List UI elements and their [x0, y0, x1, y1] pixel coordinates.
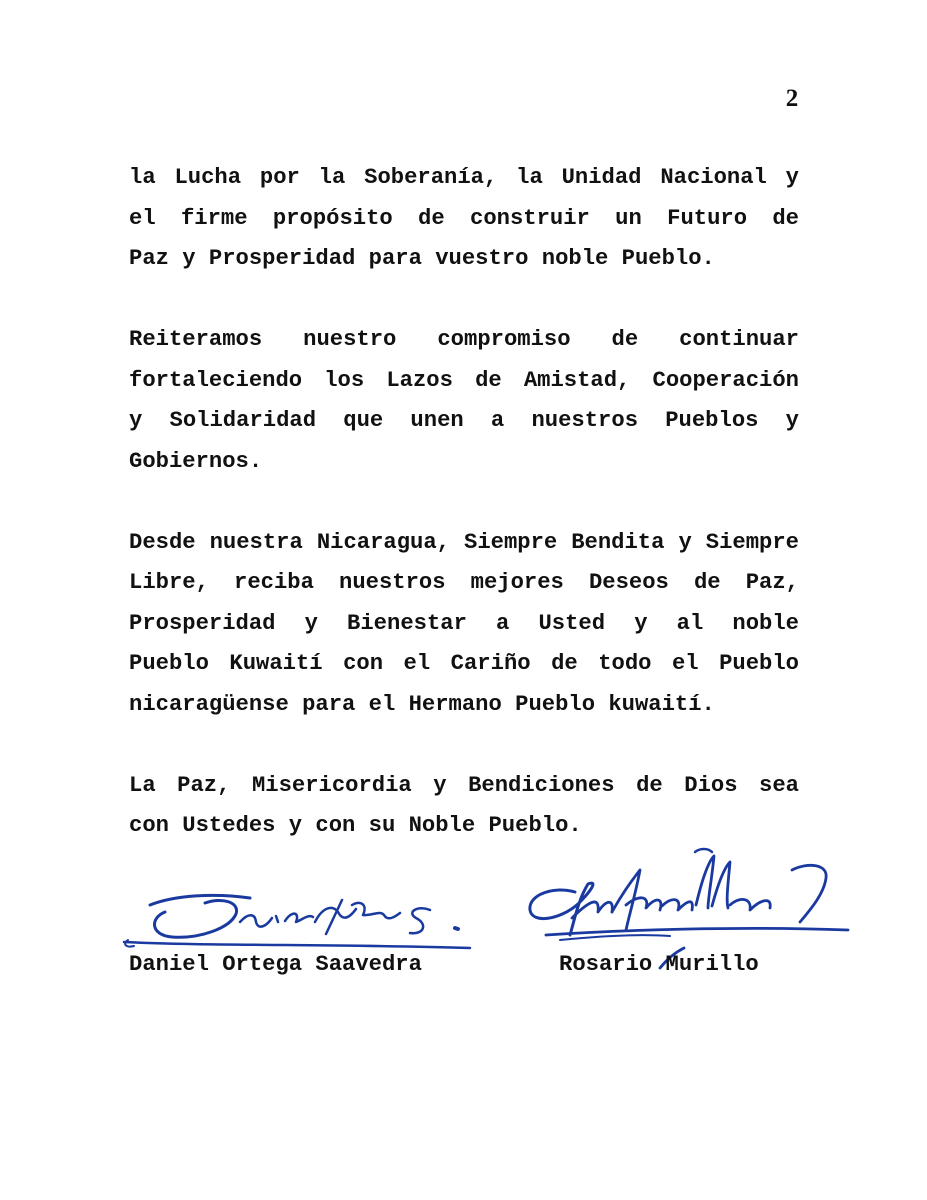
signature-daniel-ortega — [124, 895, 470, 948]
text-line: Reiteramos nuestro compromiso de continuar — [129, 327, 799, 352]
signer-name-rosario-murillo: Rosario Murillo — [559, 952, 759, 977]
text-line: nicaragüense para el Hermano Pueblo kuwaití. — [129, 691, 715, 717]
text-line: Paz y Prosperidad para vuestro noble Pueblo. — [129, 246, 715, 271]
text-line: el firme propósito de construir un Futuro de — [129, 205, 799, 231]
text-line: la Lucha por la Soberanía, la Unidad Nacional y — [129, 165, 799, 190]
text-line: Gobiernos. — [129, 448, 263, 474]
page-number: 2 — [785, 85, 799, 112]
text-line: Pueblo Kuwaití con el Cariño de todo el Pueblo — [129, 651, 799, 676]
text-line: La Paz, Misericordia y Bendiciones de Dios sea — [129, 772, 799, 798]
text-line: Desde nuestra Nicaragua, Siempre Bendita y Siempre — [129, 529, 799, 555]
text-line: Libre, reciba nuestros mejores Deseos de Paz, — [129, 570, 799, 595]
signer-name-daniel-ortega: Daniel Ortega Saavedra — [129, 952, 422, 977]
text-line: con Ustedes y con su Noble Pueblo. — [129, 813, 582, 838]
text-line: Prosperidad y Bienestar a Usted y al noble — [129, 610, 799, 636]
text-line: fortaleciendo los Lazos de Amistad, Cooperación — [129, 367, 799, 393]
text-line: y Solidaridad que unen a nuestros Pueblos y — [129, 408, 799, 433]
